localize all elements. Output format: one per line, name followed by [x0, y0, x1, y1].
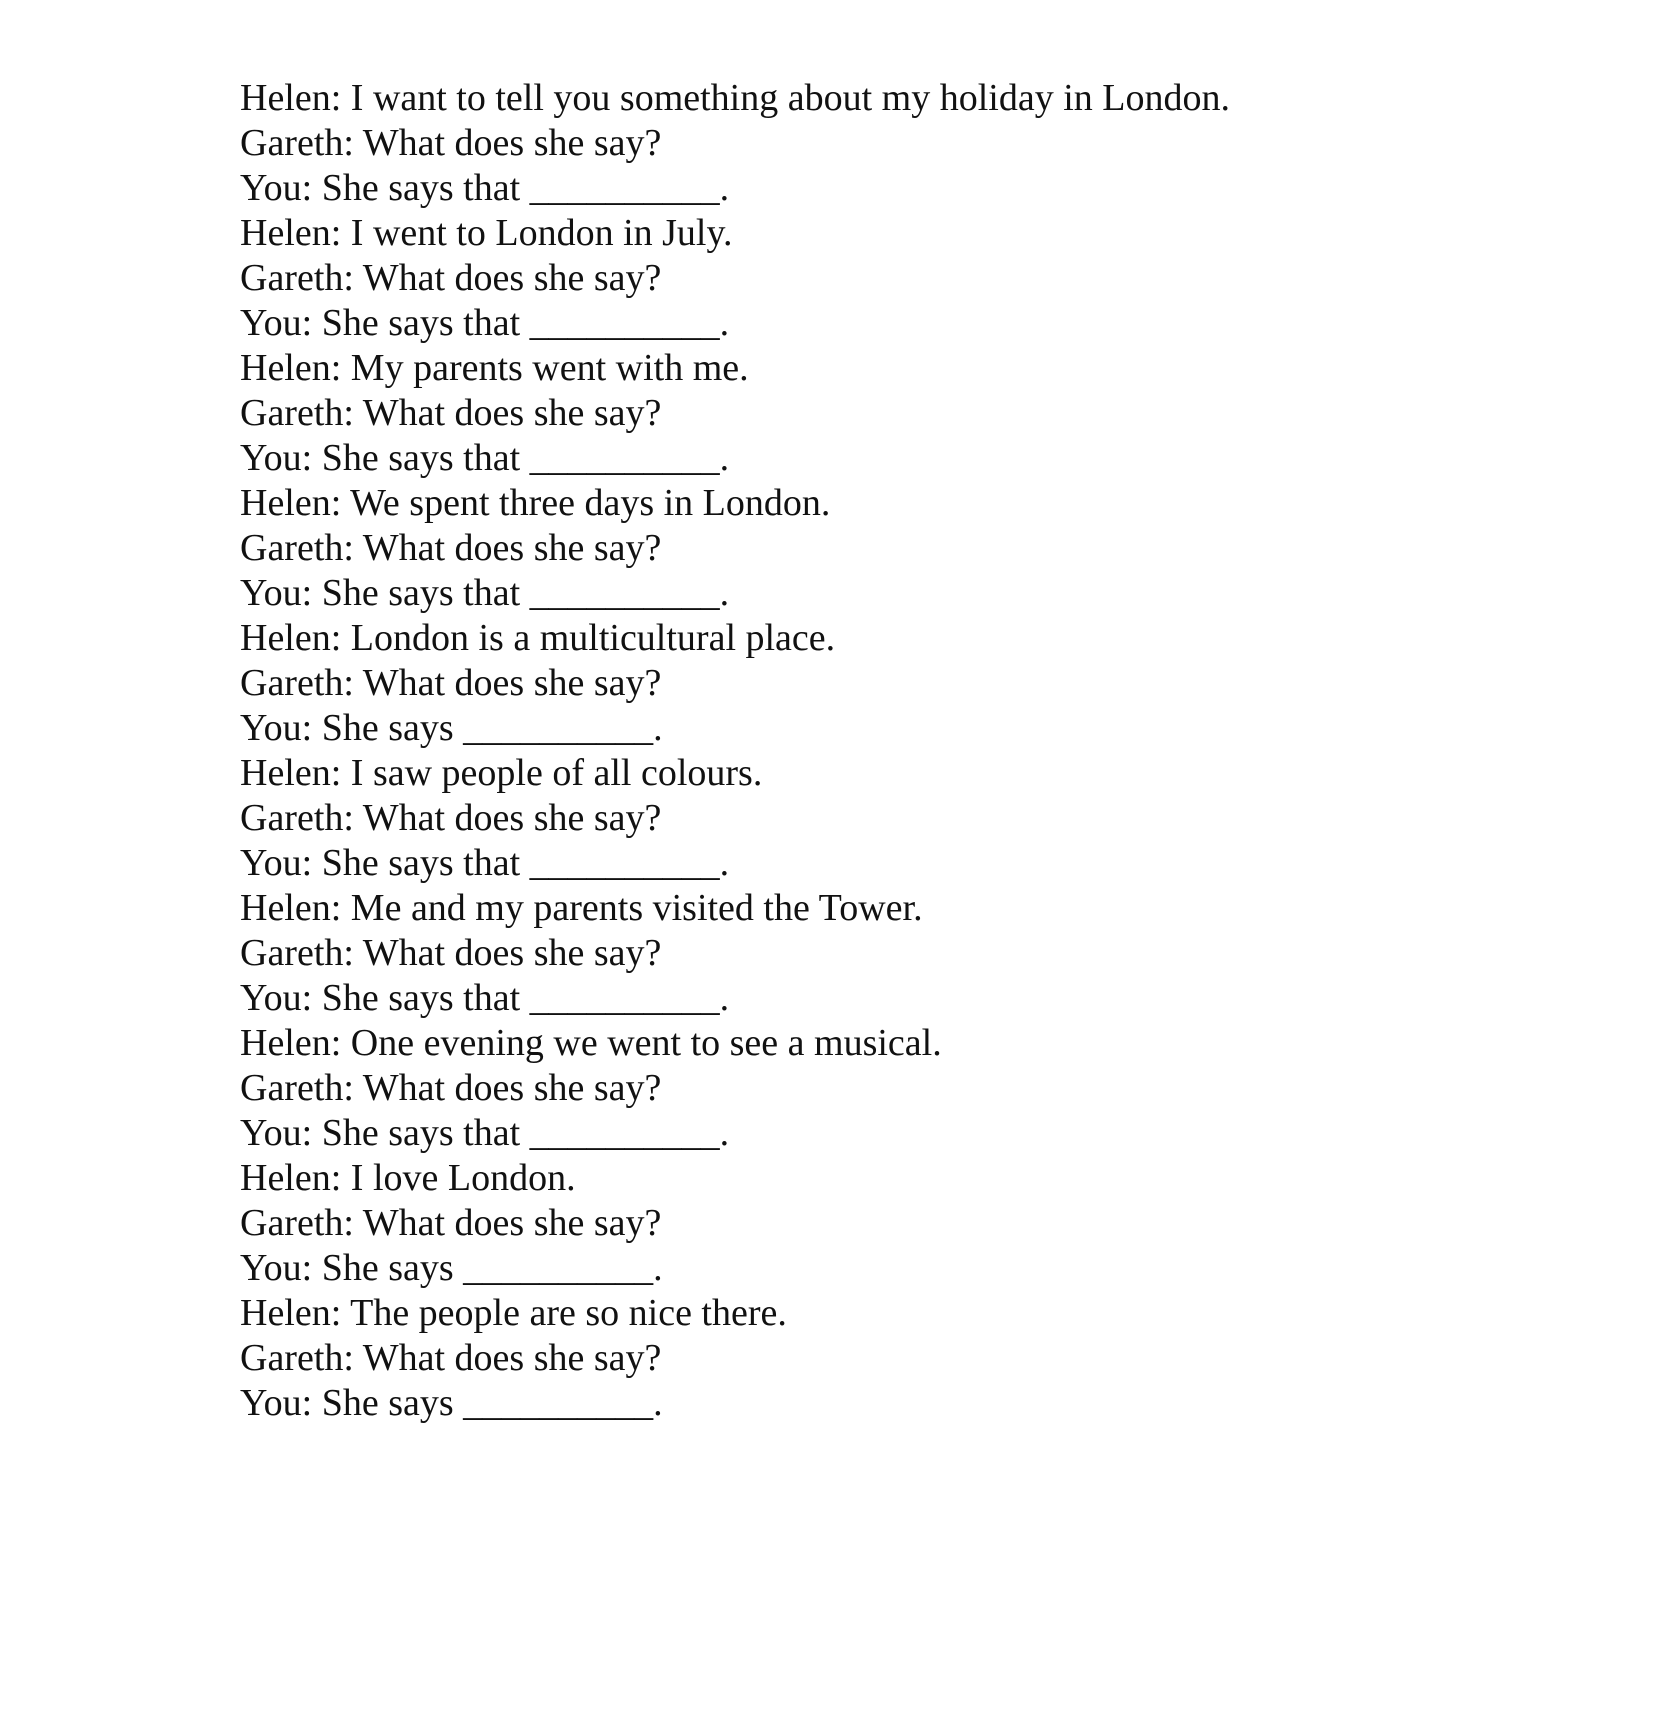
dialogue-line-you: You: She says that __________.: [240, 842, 730, 884]
dialogue-line-you: You: She says __________.: [240, 707, 663, 749]
dialogue-line-helen: Helen: London is a multicultural place.: [240, 617, 836, 659]
dialogue-line-gareth: Gareth: What does she say?: [240, 392, 662, 434]
dialogue-line-helen: Helen: I love London.: [240, 1157, 576, 1199]
dialogue-line-gareth: Gareth: What does she say?: [240, 1337, 662, 1379]
dialogue-line-you: You: She says that __________.: [240, 1112, 730, 1154]
dialogue-line-gareth: Gareth: What does she say?: [240, 527, 662, 569]
dialogue-line-helen: Helen: One evening we went to see a musical.: [240, 1022, 942, 1064]
dialogue-line-gareth: Gareth: What does she say?: [240, 122, 662, 164]
dialogue-line-you: You: She says __________.: [240, 1247, 663, 1289]
dialogue-line-you: You: She says __________.: [240, 1382, 663, 1424]
dialogue-line-helen: Helen: We spent three days in London.: [240, 482, 831, 524]
dialogue-line-you: You: She says that __________.: [240, 572, 730, 614]
dialogue-line-gareth: Gareth: What does she say?: [240, 1202, 662, 1244]
dialogue-line-you: You: She says that __________.: [240, 302, 730, 344]
dialogue-line-gareth: Gareth: What does she say?: [240, 797, 662, 839]
dialogue-line-gareth: Gareth: What does she say?: [240, 932, 662, 974]
dialogue-line-you: You: She says that __________.: [240, 977, 730, 1019]
dialogue-list: [240, 76, 1230, 1426]
dialogue-line-gareth: Gareth: What does she say?: [240, 257, 662, 299]
dialogue-line-gareth: Gareth: What does she say?: [240, 1067, 662, 1109]
dialogue-line-helen: Helen: I went to London in July.: [240, 212, 733, 254]
dialogue-line-gareth: Gareth: What does she say?: [240, 662, 662, 704]
dialogue-line-you: You: She says that __________.: [240, 437, 730, 479]
dialogue-line-you: You: She says that __________.: [240, 167, 730, 209]
dialogue-line-helen: Helen: The people are so nice there.: [240, 1292, 787, 1334]
dialogue-line-helen: Helen: My parents went with me.: [240, 347, 749, 389]
dialogue-line-helen: Helen: I want to tell you something about my holiday in London.: [240, 77, 1230, 119]
dialogue-line-helen: Helen: Me and my parents visited the Tower.: [240, 887, 923, 929]
dialogue-line-helen: Helen: I saw people of all colours.: [240, 752, 763, 794]
